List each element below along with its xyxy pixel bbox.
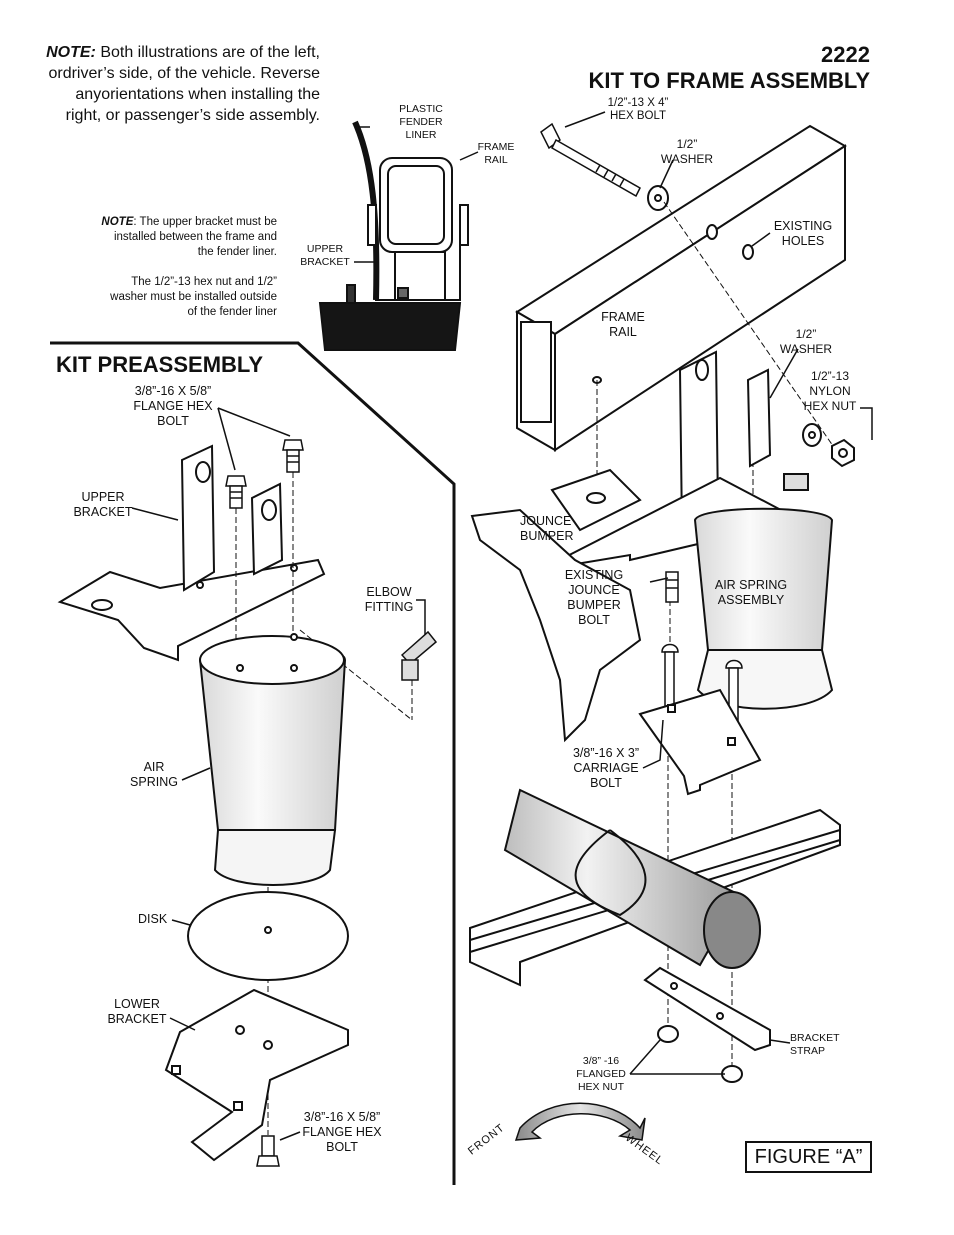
flange-bolt-top-left [226, 476, 246, 508]
label-front: FRONT [466, 1121, 508, 1158]
elbow-fitting [402, 632, 436, 680]
label-lower-bracket: LOWER BRACKET [107, 997, 167, 1026]
flange-bolt-top-right [283, 440, 303, 472]
upper-bracket-note-label: NOTE [101, 216, 134, 228]
kit-preassembly-title: KIT PREASSEMBLY [56, 352, 264, 377]
label-flange-bolt-top: 3/8”-16 X 5/8” FLANGE HEX BOLT [133, 384, 213, 428]
label-existing-holes: EXISTING HOLES [773, 219, 833, 248]
label-wheel: WHEEL [622, 1132, 666, 1168]
label-washer-right: 1/2” WASHER [779, 327, 833, 356]
label-jounce-bumper: JOUNCE BUMPER [520, 514, 574, 543]
upper-bracket-note-text: : The upper bracket must be installed between the frame and the fender liner. [113, 216, 277, 258]
label-hex-bolt: 1/2”-13 X 4” HEX BOLT [607, 97, 669, 122]
orientation-note-text: Both illustrations are of the left, ordriver’s side, of the vehicle. Reverse anyorientations when installing the right, or passenger’s side assembly. [48, 44, 320, 124]
direction-arrow [516, 1103, 645, 1140]
label-nylon-hex-nut: 1/2”-13 NYLON HEX NUT [803, 369, 857, 413]
orientation-note-label: NOTE: [46, 44, 96, 61]
upper-bracket [60, 446, 324, 660]
disk [188, 892, 348, 980]
label-existing-jounce-bolt: EXISTING JOUNCE BUMPER BOLT [564, 568, 624, 627]
inset-illustration [320, 122, 468, 350]
kit-title: KIT TO FRAME ASSEMBLY [588, 68, 870, 93]
upper-bracket-note [100, 215, 277, 260]
mounted-washer [803, 424, 821, 446]
air-spring [200, 634, 345, 885]
label-inset-upper-bracket: UPPER BRACKET [300, 243, 350, 268]
label-disk: DISK [138, 912, 168, 926]
label-inset-frame-rail: FRAME RAIL [477, 141, 515, 166]
existing-jounce-bolt [666, 572, 678, 602]
label-air-spring-assembly: AIR SPRING ASSEMBLY [714, 578, 788, 607]
label-air-spring: AIR SPRING [130, 760, 178, 789]
orientation-note [40, 42, 320, 126]
hex-nut-note: The 1/2”-13 hex nut and 1/2” washer must be installed outside of the fender liner [110, 276, 277, 318]
label-flange-bolt-bottom: 3/8”-16 X 5/8” FLANGE HEX BOLT [302, 1110, 382, 1154]
label-frame-rail: FRAME RAIL [601, 310, 645, 339]
label-plastic-fender-liner: PLASTIC FENDER LINER [399, 103, 443, 141]
hex-bolt-4in [541, 124, 640, 196]
flange-bolt-bottom [257, 1136, 279, 1166]
label-washer-top: 1/2” WASHER [660, 137, 714, 166]
figure-label: FIGURE “A” [745, 1141, 872, 1173]
label-flanged-hex-nut: 3/8” -16 FLANGED HEX NUT [576, 1055, 626, 1093]
kit-number: 2222 [821, 42, 870, 67]
label-upper-bracket: UPPER BRACKET [73, 490, 133, 519]
label-bracket-strap: BRACKET STRAP [790, 1032, 840, 1057]
label-elbow-fitting: ELBOW FITTING [364, 585, 414, 614]
washer-top [648, 186, 668, 210]
label-carriage-bolt: 3/8”-16 X 3” CARRIAGE BOLT [572, 746, 639, 790]
nylon-hex-nut [832, 440, 854, 466]
